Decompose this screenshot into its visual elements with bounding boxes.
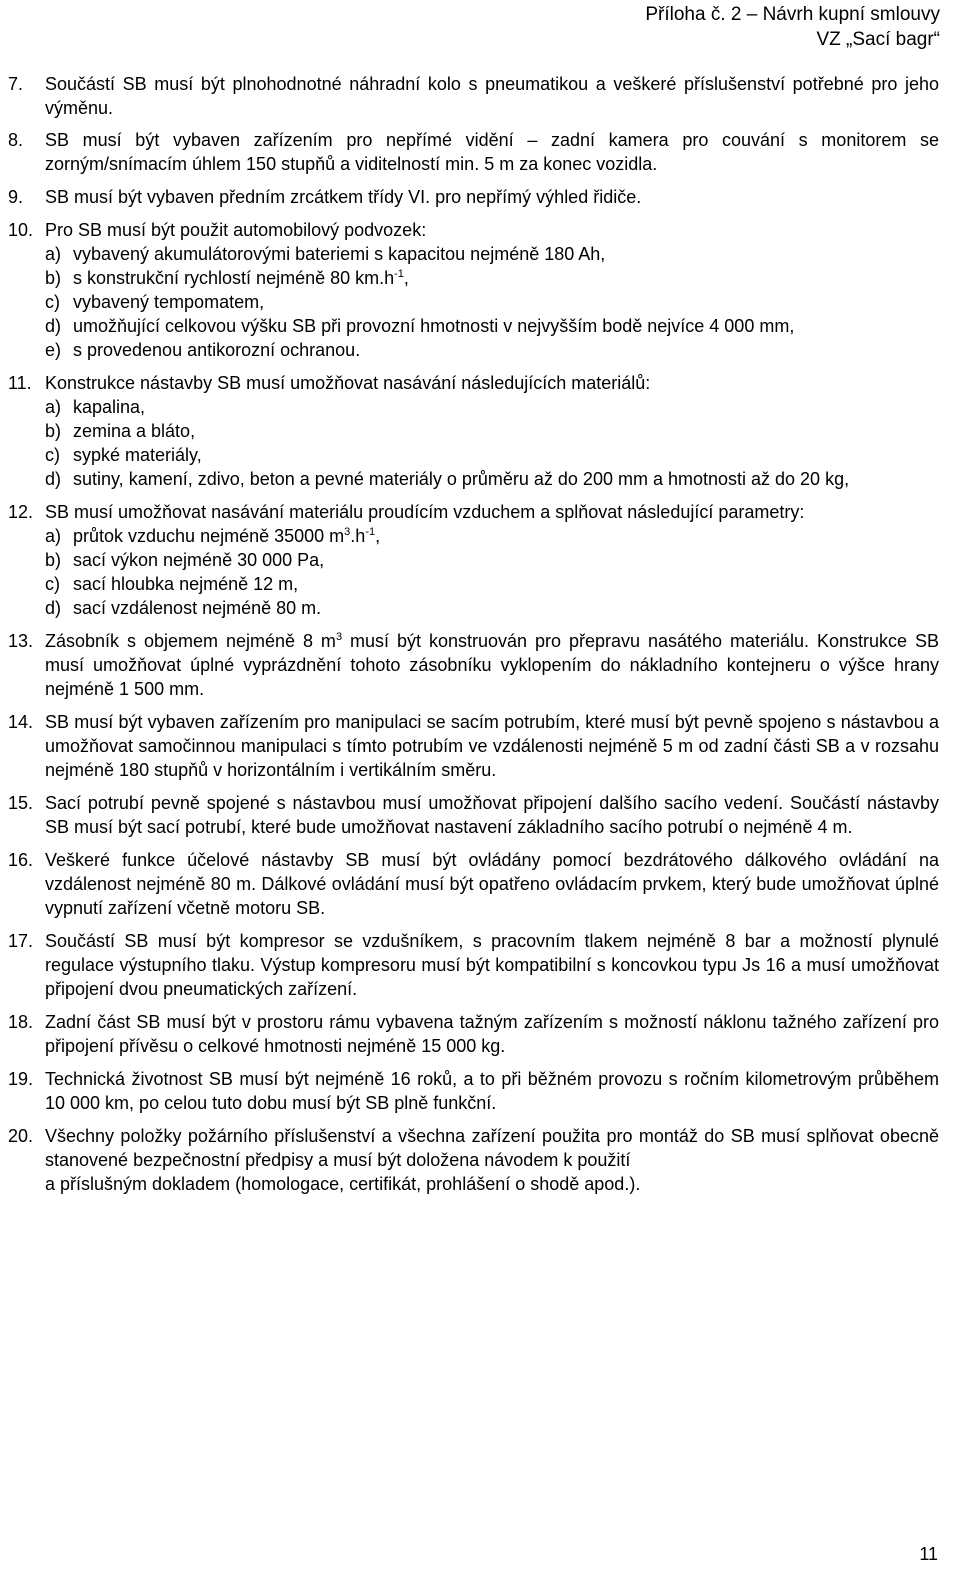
item-number: 13. [8,631,34,651]
sub-text: vybavený akumulátorovými bateriemi s kapacitou nejméně 180 Ah, [73,244,606,264]
sub-item [45,467,939,491]
sub-text: sací vzdálenost nejméně 80 m. [73,598,322,618]
sub-item [45,395,939,419]
item-number: 7. [8,74,24,94]
item-number: 12. [8,502,34,522]
list-item [8,791,939,839]
superscript: -1 [394,268,404,280]
sub-item [45,290,939,314]
item-number: 14. [8,712,34,732]
superscript: 3 [335,631,343,643]
item-text: SB musí být vybaven zařízením pro manipulaci se sacím potrubím, které musí být pevně spojeno s nástavbou a umožňovat samočinnou manipulaci s tímto potrubím ve vzdálenosti nejméně 5 m od zadní části SB a v rozsahu nejméně 180 stupňů v horizontálním i vertikálním směru. [45,712,939,780]
item-number: 10. [8,220,34,240]
item-number: 11. [8,373,32,393]
item-text: Technická životnost SB musí být nejméně 16 roků, a to při běžném provozu s ročním kilometrovým průběhem 10 000 km, po celou tuto dobu musí být SB plně funkční. [45,1069,939,1113]
requirements-list [8,72,939,1196]
list-item [8,500,939,620]
page-number: 11 [919,1544,938,1564]
item-text-head: Zásobník s objemem nejméně 8 m [45,631,336,651]
sub-letter: a) [45,397,62,417]
sub-list [45,524,939,620]
item-number: 20. [8,1126,34,1146]
sub-letter: b) [45,268,62,288]
item-text: Součástí SB musí být plnohodnotné náhradní kolo s pneumatikou a veškeré příslušenství potřebné pro jeho výměnu. [45,74,939,118]
sub-item [45,443,939,467]
list-item [8,1067,939,1115]
sub-text-mid: .h [350,526,366,546]
sub-text: průtok vzduchu nejméně 35000 m [73,526,345,546]
sub-item [45,548,939,572]
sub-letter: d) [45,469,62,489]
item-number: 17. [8,931,34,951]
sub-item [45,314,939,338]
sub-text-tail: , [403,268,409,288]
sub-text: sypké materiály, [73,445,202,465]
header-line-2: VZ „Sací bagr“ [816,29,940,50]
sub-item [45,524,939,548]
item-text: Pro SB musí být použit automobilový podvozek: [45,220,427,240]
item-number: 15. [8,793,34,813]
sub-text: sací hloubka nejméně 12 m, [73,574,299,594]
sub-letter: b) [45,421,62,441]
sub-text-tail: , [375,526,381,546]
sub-list [45,395,939,491]
sub-text: s konstrukční rychlostí nejméně 80 km.h [73,268,395,288]
sub-text: s provedenou antikorozní ochranou. [73,340,361,360]
sub-letter: c) [45,445,60,465]
item-text: SB musí být vybaven předním zrcátkem třídy VI. pro nepřímý výhled řidiče. [45,187,642,207]
list-item [8,185,939,209]
item-text: SB musí umožňovat nasávání materiálu proudícím vzduchem a splňovat následující parametry: [45,502,805,522]
sub-letter: a) [45,526,62,546]
item-text-continued: a příslušným dokladem (homologace, certifikát, prohlášení o shodě apod.). [45,1174,641,1194]
list-item [8,929,939,1001]
item-text: SB musí být vybaven zařízením pro nepřímé vidění – zadní kamera pro couvání s monitorem se zorným/snímacím úhlem 150 stupňů a viditelností min. 5 m za konec vozidla. [45,130,939,174]
sub-item [45,596,939,620]
sub-item [45,266,939,290]
sub-letter: d) [45,598,62,618]
sub-item [45,419,939,443]
sub-item [45,242,939,266]
sub-letter: b) [45,550,62,570]
list-item [8,1124,939,1196]
sub-letter: d) [45,316,62,336]
sub-item [45,572,939,596]
item-number: 9. [8,187,24,207]
item-number: 18. [8,1012,34,1032]
list-item [8,72,939,120]
list-item [8,128,939,176]
item-text [45,629,939,701]
sub-letter: a) [45,244,62,264]
superscript: 3 [344,526,351,538]
item-number: 19. [8,1069,34,1089]
sub-text: umožňující celkovou výšku SB při provozní hmotnosti v nejvyšším bodě nejvíce 4 000 mm, [73,316,795,336]
list-item [8,218,939,362]
sub-letter: c) [45,574,60,594]
sub-letter: e) [45,340,62,360]
item-number: 8. [8,130,24,150]
item-text: Součástí SB musí být kompresor se vzdušníkem, s pracovním tlakem nejméně 8 bar a možností plynulé regulace výstupního tlaku. Výstup kompresoru musí být kompatibilní s koncovkou typu Js 16 a musí umožňovat připojení dvou pneumatických zařízení. [45,931,939,999]
header-line-1: Příloha č. 2 – Návrh kupní smlouvy [645,4,940,25]
superscript: -1 [365,526,376,538]
item-text: Sací potrubí pevně spojené s nástavbou musí umožňovat připojení dalšího sacího vedení. Součástí nástavby SB musí být sací potrubí, které bude umožňovat nastavení základního sacího potrubí o nejméně 4 m. [45,793,939,837]
sub-letter: c) [45,292,60,312]
list-item [8,1010,939,1058]
sub-text: zemina a bláto, [73,421,196,441]
sub-text: vybavený tempomatem, [73,292,265,312]
item-text-tail: musí být konstruován pro přepravu nasátého materiálu. Konstrukce SB musí umožňovat úplné vyprázdnění tohoto zásobníku vyklopením do nákladního kontejneru o výšce hrany nejméně 1 500 mm. [45,631,939,699]
item-text: Veškeré funkce účelové nástavby SB musí být ovládány pomocí bezdrátového dálkového ovládání na vzdálenost nejméně 80 m. Dálkové ovládání musí být opatřeno ovládacím prvkem, který bude umožňovat úplné vypnutí zařízení včetně motoru SB. [45,850,939,918]
item-text: Konstrukce nástavby SB musí umožňovat nasávání následujících materiálů: [45,373,651,393]
sub-text: sací výkon nejméně 30 000 Pa, [73,550,325,570]
list-item [8,710,939,782]
sub-text: sutiny, kamení, zdivo, beton a pevné materiály o průměru až do 200 mm a hmotnosti až do 20 kg, [73,469,850,489]
item-number: 16. [8,850,34,870]
sub-item [45,338,939,362]
list-item [8,848,939,920]
list-item [8,371,939,491]
item-text: Zadní část SB musí být v prostoru rámu vybavena tažným zařízením s možností náklonu tažného zařízení pro připojení přívěsu o celkové hmotnosti nejméně 15 000 kg. [45,1012,939,1056]
sub-list [45,242,939,362]
list-item [8,629,939,701]
item-text: Všechny položky požárního příslušenství a všechna zařízení použita pro montáž do SB musí splňovat obecně stanovené bezpečnostní předpisy a musí být doložena návodem k použití [45,1126,939,1170]
page-header [645,2,940,52]
sub-text: kapalina, [73,397,146,417]
